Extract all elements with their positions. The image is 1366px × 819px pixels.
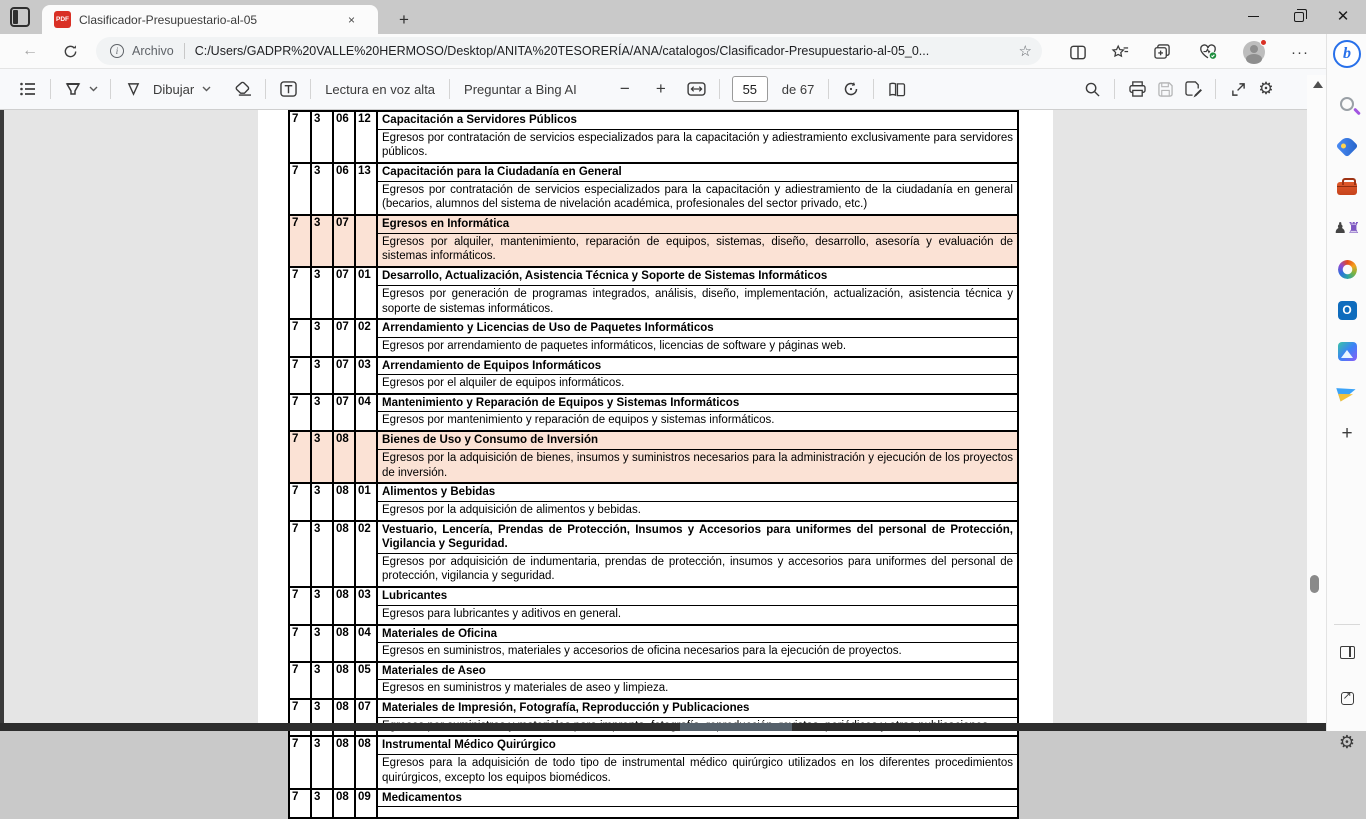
sidebar-item-games[interactable] [1331,212,1363,244]
window-minimize-button[interactable] [1230,0,1276,33]
code-cell: 08 [334,522,356,587]
code-cell: 3 [312,164,334,214]
table-row [290,358,1017,395]
code-cell: 3 [312,268,334,318]
code-cell: 7 [290,216,312,266]
draw-button[interactable] [119,75,147,103]
row-description: Egresos por generación de programas integrados, análisis, diseño, implementación, actualización, asistencia técnica y soporte de sistemas informáticos. [382,287,1013,315]
toolbar-divider [719,79,720,99]
code-cell: 07 [334,216,356,266]
code-cell: 08 [334,626,356,661]
code-cell: 7 [290,268,312,318]
back-button[interactable]: ← [22,42,38,59]
code-cell: 3 [312,484,334,519]
code-cell: 7 [290,790,312,818]
code-cell: 7 [290,626,312,661]
table-row [290,484,1017,521]
code-cell: 04 [356,395,378,430]
row-description: Egresos para lubricantes y aditivos en general. [382,607,622,620]
toolbar-divider [873,79,874,99]
two-page-view-icon [887,82,906,97]
row-title: Vestuario, Lencería, Prendas de Protección, Insumos y Accesorios para uniformes del personal de Protección, Vigilancia y Seguridad. [378,522,1017,554]
toolbox-icon [1337,182,1357,195]
row-description: Egresos para la adquisición de todo tipo de instrumental médico quirúrgico utilizados en los diferentes procedimientos quirúrgicos, excepto los equipos biomédicos. [382,756,1013,784]
close-icon: ✕ [1336,8,1350,25]
code-cell: 3 [312,112,334,162]
code-cell [356,432,378,482]
row-title: Instrumental Médico Quirúrgico [378,737,1017,755]
code-cell: 07 [334,395,356,430]
row-description: Egresos en suministros y materiales de aseo y limpieza. [382,682,669,695]
url-text: C:/Users/GADPR%20VALLE%20HERMOSO/Desktop/ANITA%20TESORERÍA/ANA/catalogos/Clasificador-Presupuestario-al-05_0... [194,44,930,58]
code-cell: 03 [356,588,378,623]
table-row [290,164,1017,216]
search-document-button[interactable] [1078,75,1106,103]
sidebar-item-outlook[interactable] [1331,294,1363,326]
pdf-scrollbar-track[interactable] [1307,75,1326,723]
minimize-icon [1248,16,1259,17]
row-title: Alimentos y Bebidas [378,484,1017,502]
external-link-icon [1341,692,1354,705]
row-title: Materiales de Aseo [378,663,1017,681]
sidebar-item-drop[interactable] [1331,376,1363,408]
bing-chat-icon: b [1333,40,1361,68]
paper-plane-icon [1336,383,1357,402]
pdf-table [288,110,1019,819]
printer-icon [1129,81,1146,97]
row-description: Egresos en suministros, materiales y accesorios de oficina necesarios para la ejecución de proyectos. [382,645,902,658]
table-row [290,790,1017,819]
fit-to-width-icon [687,82,706,96]
code-cell: 7 [290,432,312,482]
table-of-contents-button[interactable] [14,75,42,103]
sidebar-item-designer[interactable] [1331,335,1363,367]
table-row [290,663,1017,700]
code-cell: 7 [290,522,312,587]
code-cell: 12 [356,112,378,162]
table-row [290,216,1017,268]
page-view-button[interactable] [882,75,910,103]
rotate-button[interactable] [837,75,865,103]
table-of-contents-icon [20,82,36,96]
window-close-button[interactable] [1320,0,1366,33]
code-cell: 08 [334,790,356,818]
code-cell: 3 [312,522,334,587]
toolbar-divider [310,79,311,99]
row-title: Medicamentos [378,790,1017,808]
row-title: Materiales de Oficina [378,626,1017,644]
window-left-edge [0,110,4,731]
row-title: Materiales de Impresión, Fotografía, Reproducción y Publicaciones [378,700,1017,718]
code-cell: 01 [356,268,378,318]
search-icon [1085,82,1100,97]
expand-icon [1231,82,1246,97]
row-title: Arrendamiento de Equipos Informáticos [378,358,1017,376]
code-cell: 3 [312,432,334,482]
scrollbar-up-arrow[interactable] [1313,81,1323,88]
refresh-button[interactable] [58,39,82,63]
text-tool-icon [280,81,297,97]
row-title: Capacitación a Servidores Públicos [378,112,1017,130]
print-button[interactable] [1123,75,1151,103]
table-row [290,268,1017,320]
row-description: Egresos por contratación de servicios especializados para la capacitación y adiestramiento exclusivamente para servidores públicos. [382,131,1013,159]
bookmark-star-icon[interactable]: ☆ [1018,43,1032,60]
save-button [1151,75,1179,103]
code-cell: 07 [334,268,356,318]
code-cell [356,216,378,266]
code-cell: 7 [290,320,312,355]
toolbar-divider [449,79,450,99]
page-info-icon[interactable]: i [110,44,124,58]
code-cell: 02 [356,522,378,587]
row-description: Egresos por adquisición de indumentaria, prendas de protección, insumos y accesorios para uniformes del personal de protección, vigilancia y seguridad. [382,555,1013,583]
zoom-out-button[interactable]: − [619,79,630,98]
code-cell: 05 [356,663,378,698]
highlighter-icon [65,81,81,97]
code-cell: 07 [334,320,356,355]
table-row [290,737,1017,789]
add-text-button[interactable] [274,75,302,103]
row-description: Egresos por la adquisición de bienes, insumos y suministros necesarios para la administración y ejecución de los proyectos de inversión. [382,451,1013,479]
sidebar-panel-icon [1340,646,1355,659]
pdf-settings-button[interactable]: ⚙ [1258,79,1274,98]
save-as-icon [1185,81,1202,97]
table-row [290,395,1017,432]
code-cell: 08 [334,663,356,698]
save-as-button[interactable] [1179,75,1207,103]
code-cell: 04 [356,626,378,661]
browser-tab[interactable] [42,5,378,34]
code-cell: 3 [312,216,334,266]
save-icon [1158,82,1173,97]
chess-pawn-icon: ♟ [1333,219,1347,237]
code-cell: 09 [356,790,378,818]
sidebar-open-link-button[interactable] [1331,682,1363,714]
window-restore-button[interactable] [1276,0,1322,33]
table-row [290,112,1017,164]
code-cell: 7 [290,395,312,430]
omnibox-divider [184,43,185,59]
draw-label[interactable]: Dibujar [153,81,195,97]
pdf-file-icon: PDF [54,11,71,28]
favorites-star-icon [1111,44,1129,60]
code-cell: 3 [312,700,334,735]
code-cell: 7 [290,737,312,787]
rotate-icon [843,81,859,97]
toolbar-divider [1114,79,1115,99]
code-cell: 3 [312,588,334,623]
new-tab-button[interactable]: + [399,10,409,29]
code-cell: 02 [356,320,378,355]
toolbar-divider [1215,79,1216,99]
fullscreen-button[interactable] [1224,75,1252,103]
toolbar-divider [265,79,266,99]
sidebar-item-search[interactable] [1331,88,1363,120]
code-cell: 06 [334,112,356,162]
row-title: Capacitación para la Ciudadanía en General [378,164,1017,182]
split-screen-button[interactable] [1066,40,1090,64]
profile-notification-dot [1260,39,1267,46]
highlight-dropdown-chevron[interactable] [89,86,98,92]
table-row [290,588,1017,625]
code-cell: 7 [290,484,312,519]
row-description: Egresos por alquiler, mantenimiento, reparación de equipos, sistemas, diseño, desarrollo, asesoría y evaluación de sistemas informáticos. [382,235,1013,263]
sidebar-settings-button[interactable]: ⚙ [1338,732,1356,752]
table-row [290,320,1017,357]
tab-title: Clasificador-Presupuestario-al-05 [79,12,258,27]
code-cell: 3 [312,626,334,661]
code-cell: 7 [290,358,312,393]
row-description: Egresos por mantenimiento y reparación de equipos y sistemas informáticos. [382,414,775,427]
zoom-in-button[interactable]: + [655,79,666,98]
row-description: Egresos por la adquisición de alimentos y bebidas. [382,503,641,516]
sidebar-divider [1334,624,1360,625]
toolbar-divider [110,79,111,99]
code-cell: 03 [356,358,378,393]
title-bar [0,0,1366,34]
code-cell: 7 [290,164,312,214]
taskbar-sliver [680,723,792,731]
heart-pulse-icon [1199,44,1217,60]
code-cell: 08 [334,700,356,735]
code-cell: 7 [290,700,312,735]
microsoft-365-icon [1338,260,1357,279]
row-title: Arrendamiento y Licencias de Uso de Paquetes Informáticos [378,320,1017,338]
page-number-input[interactable] [732,76,768,102]
code-cell: 3 [312,663,334,698]
code-cell: 3 [312,320,334,355]
code-cell: 08 [334,484,356,519]
url-omnibox[interactable] [96,37,1042,65]
sidebar-item-microsoft-365[interactable] [1331,253,1363,285]
table-row [290,522,1017,589]
code-cell: 08 [334,588,356,623]
draw-pen-icon [126,82,141,97]
profile-button[interactable] [1242,40,1266,64]
table-row [290,432,1017,484]
toolbar-divider [828,79,829,99]
sidebar-item-tools[interactable] [1331,172,1363,204]
read-aloud-button[interactable]: Lectura en voz alta [325,81,436,97]
split-screen-icon [1070,45,1086,60]
code-cell: 01 [356,484,378,519]
refresh-icon [63,44,78,59]
toolbar-divider [50,79,51,99]
draw-dropdown-chevron[interactable] [202,86,211,92]
page-count-label: de 67 [781,81,815,97]
code-cell: 7 [290,663,312,698]
code-cell: 13 [356,164,378,214]
eraser-icon [235,82,252,96]
code-cell: 3 [312,790,334,818]
outlook-icon: O [1338,301,1357,320]
code-cell: 7 [290,588,312,623]
settings-menu-button[interactable]: ··· [1291,43,1309,61]
table-row [290,626,1017,663]
row-title: Egresos en Informática [378,216,1017,234]
code-cell: 08 [334,432,356,482]
code-cell: 07 [334,358,356,393]
browser-essentials-button[interactable] [1196,40,1220,64]
code-cell: 7 [290,112,312,162]
collections-button[interactable] [1150,40,1174,64]
file-scheme-label: Archivo [132,44,174,58]
ask-bing-button[interactable]: Preguntar a Bing AI [464,81,577,97]
code-cell: 08 [356,737,378,787]
favorites-button[interactable] [1108,40,1132,64]
fit-to-width-button[interactable] [683,75,711,103]
sidebar-item-bing-chat[interactable] [1331,38,1363,70]
pdf-toolbar [0,68,1326,110]
designer-icon [1338,342,1357,361]
address-bar [0,34,1326,68]
code-cell: 3 [312,358,334,393]
row-description: Egresos por contratación de servicios especializados para la capacitación y adiestramiento de la ciudadanía en general (becarios, alumnos del sistema de nivelación académica, profesionales del sector privado, etc.) [382,183,1013,211]
table-row [290,700,1017,737]
row-description: Egresos por el alquiler de equipos informáticos. [382,377,625,390]
code-cell: 06 [334,164,356,214]
code-cell: 07 [356,700,378,735]
code-cell: 3 [312,395,334,430]
code-cell: 3 [312,737,334,787]
edge-sidebar [1326,34,1366,752]
highlight-button[interactable] [59,75,87,103]
row-description [378,807,1017,817]
collections-icon [1154,44,1171,60]
sidebar-add-button[interactable]: + [1341,423,1353,444]
restore-icon [1294,12,1304,22]
row-title: Bienes de Uso y Consumo de Inversión [378,432,1017,450]
search-icon [1340,97,1354,111]
row-description: Egresos por arrendamiento de paquetes informáticos, licencias de software y páginas web. [382,339,847,352]
window-bottom-edge [0,723,1366,731]
row-title: Mantenimiento y Reparación de Equipos y Sistemas Informáticos [378,395,1017,413]
row-title: Lubricantes [378,588,1017,606]
shopping-tag-icon [1336,135,1359,158]
pdf-page [258,110,1053,804]
code-cell: 08 [334,737,356,787]
sidebar-panel-button[interactable] [1331,636,1363,668]
chess-rook-icon: ♜ [1347,219,1361,237]
pdf-scrollbar-thumb[interactable] [1310,575,1319,593]
erase-button[interactable] [229,75,257,103]
tab-layout-icon[interactable] [10,7,30,27]
tab-close-icon[interactable]: × [347,12,355,27]
row-title: Desarrollo, Actualización, Asistencia Técnica y Soporte de Sistemas Informáticos [378,268,1017,286]
sidebar-item-shopping[interactable] [1331,130,1363,162]
